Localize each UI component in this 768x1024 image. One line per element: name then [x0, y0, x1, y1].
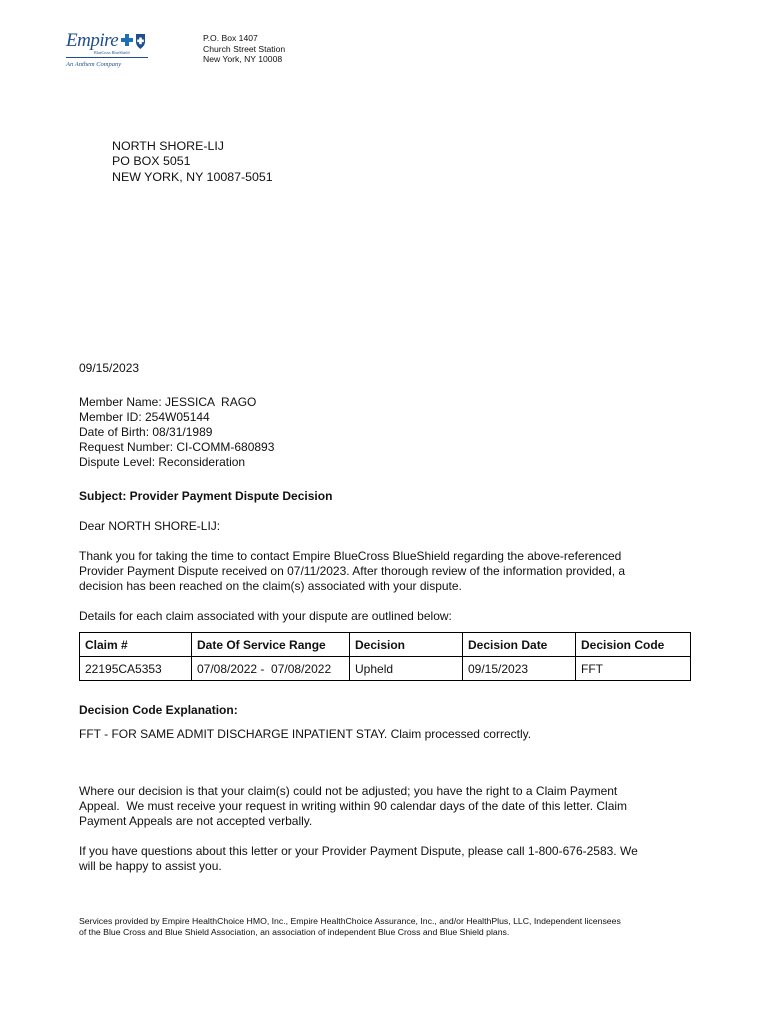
- explanation-title: Decision Code Explanation:: [79, 703, 238, 717]
- member-name: Member Name: JESSICA RAGO: [79, 395, 257, 409]
- paragraph-line: Where our decision is that your claim(s) could not be adjusted; you have the right to a Claim Payment: [79, 784, 618, 798]
- header-date-of-service: Date Of Service Range: [192, 633, 350, 657]
- cell-claim-number: 22195CA5353: [80, 657, 192, 681]
- recipient-line: PO BOX 5051: [112, 154, 191, 169]
- sender-line: P.O. Box 1407: [203, 33, 258, 43]
- letter-date: 09/15/2023: [79, 361, 140, 375]
- recipient-line: NORTH SHORE-LIJ: [112, 139, 224, 153]
- subject-line: Subject: Provider Payment Dispute Decision: [79, 489, 333, 503]
- footer-line: Services provided by Empire HealthChoice HMO, Inc., Empire HealthChoice Assurance, Inc., and/or HealthPlus, LLC, Independent licensees: [79, 916, 621, 926]
- sender-line: New York, NY 10008: [203, 54, 283, 64]
- paragraph-line: Payment Appeals are not accepted verbally.: [79, 814, 313, 829]
- request-number: Request Number: CI-COMM-680893: [79, 440, 275, 455]
- paragraph-line: decision has been reached on the claim(s) associated with your dispute.: [79, 579, 462, 594]
- footer-disclaimer: [79, 916, 719, 938]
- cell-decision: Upheld: [350, 657, 463, 681]
- paragraph-line: Thank you for taking the time to contact Empire BlueCross BlueShield regarding the above-referenced: [79, 549, 622, 563]
- recipient-line: NEW YORK, NY 10087-5051: [112, 169, 273, 184]
- empire-logo: [66, 30, 156, 75]
- paragraph-line: Appeal. We must receive your request in writing within 90 calendar days of the date of this letter. Claim: [79, 799, 628, 814]
- details-paragraph: Details for each claim associated with your dispute are outlined below:: [79, 609, 452, 623]
- table-header-row: [80, 633, 691, 657]
- appeal-paragraph: [79, 784, 627, 830]
- cell-decision-code: FFT: [576, 657, 691, 681]
- contact-paragraph: [79, 844, 638, 874]
- recipient-address: [112, 139, 273, 185]
- dispute-level: Dispute Level: Reconsideration: [79, 455, 246, 470]
- footer-line: of the Blue Cross and Blue Shield Association, an association of independent Blue Cross and Blue Shield plans.: [79, 927, 510, 937]
- header-decision-date: Decision Date: [463, 633, 576, 657]
- intro-paragraph: [79, 549, 625, 595]
- cell-decision-date: 09/15/2023: [463, 657, 576, 681]
- logo-wordmark: Empire: [66, 30, 119, 51]
- logo-tagline: An Anthem Company: [66, 61, 122, 68]
- bluecross-blueshield-icon: [121, 33, 147, 51]
- table-row: [80, 657, 691, 681]
- claims-table: [79, 632, 691, 681]
- header-decision-code: Decision Code: [576, 633, 691, 657]
- logo-divider: [66, 57, 148, 58]
- sender-address: [203, 33, 285, 65]
- paragraph-line: If you have questions about this letter or your Provider Payment Dispute, please call 1-800-676-2583. We: [79, 844, 638, 858]
- member-id: Member ID: 254W05144: [79, 410, 210, 425]
- header-claim-number: Claim #: [80, 633, 192, 657]
- paragraph-line: will be happy to assist you.: [79, 859, 222, 874]
- member-dob: Date of Birth: 08/31/1989: [79, 425, 213, 440]
- logo-subtitle: BlueCross BlueShield: [94, 50, 130, 55]
- member-info: [79, 395, 274, 470]
- explanation-text: FFT - FOR SAME ADMIT DISCHARGE INPATIENT STAY. Claim processed correctly.: [79, 727, 532, 741]
- sender-line: Church Street Station: [203, 43, 286, 54]
- salutation: Dear NORTH SHORE-LIJ:: [79, 519, 221, 533]
- header-decision: Decision: [350, 633, 463, 657]
- paragraph-line: Provider Payment Dispute received on 07/11/2023. After thorough review of the information provided, a: [79, 564, 626, 579]
- cell-date-of-service: 07/08/2022 - 07/08/2022: [192, 657, 350, 681]
